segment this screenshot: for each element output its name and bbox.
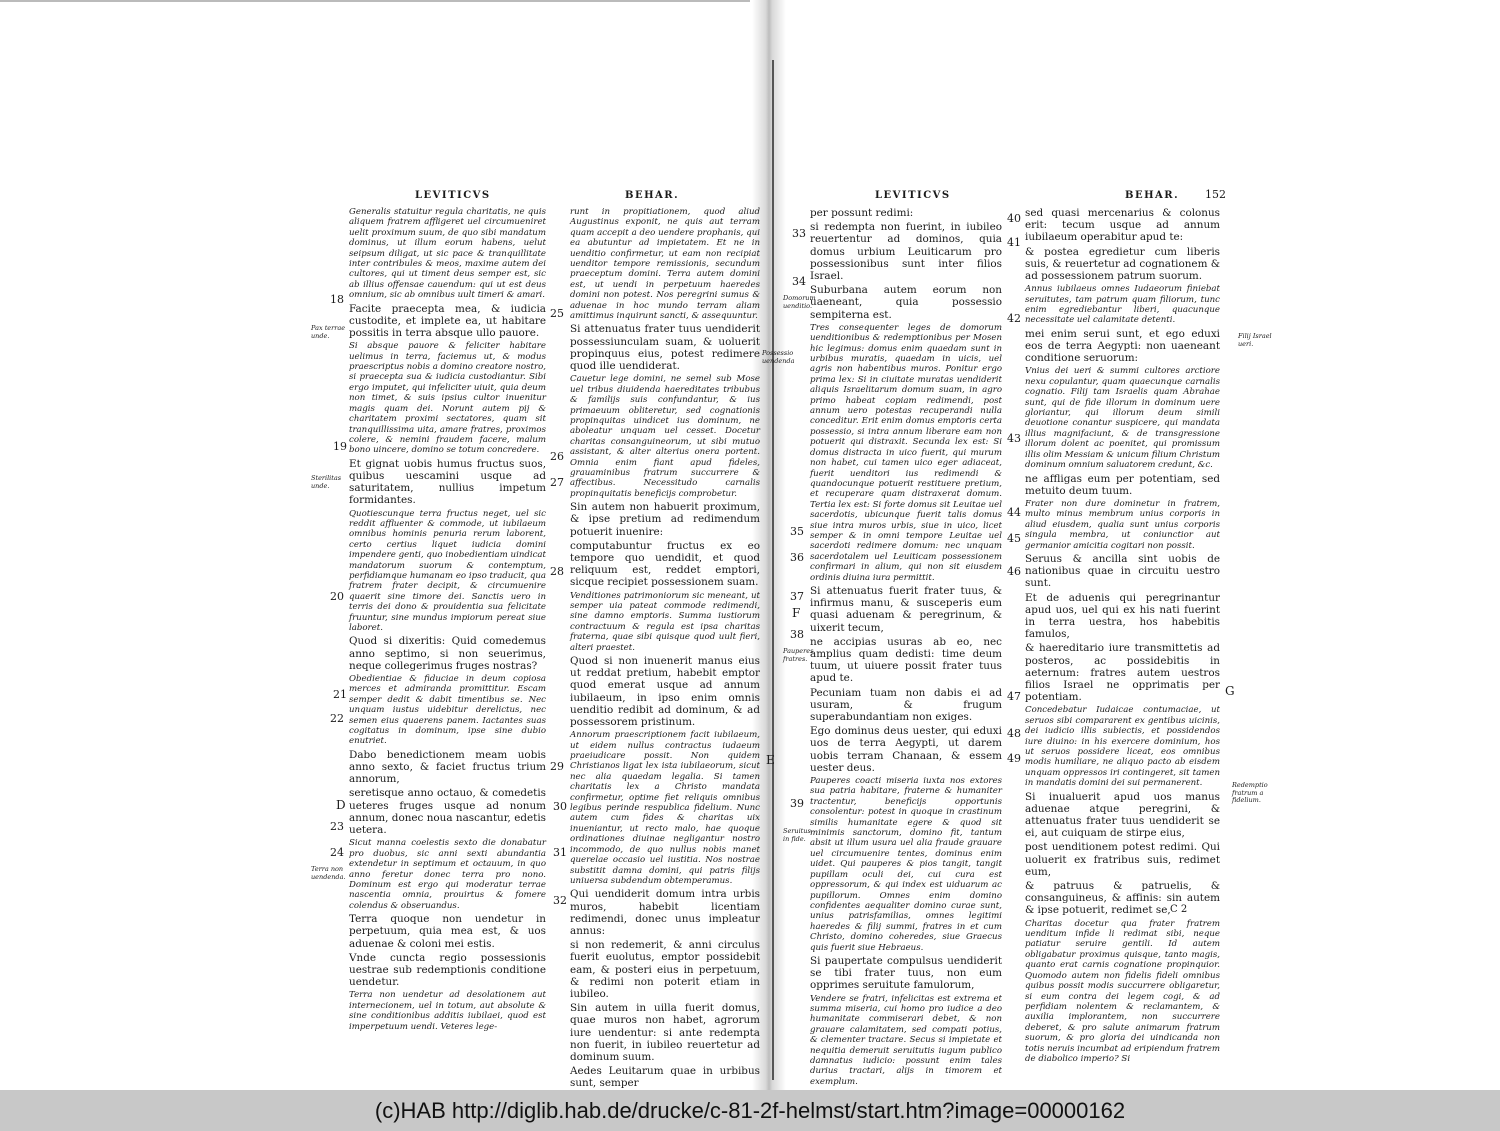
verse-text: & patruus & patruelis, & consanguineus, & affinis: sin autem & ipse potuerit, redimet se,: [1025, 880, 1220, 917]
margin-note: Pax terrae unde.: [311, 324, 346, 340]
verse-number: 26: [550, 450, 564, 463]
verse-text: Sin autem in uilla fuerit domus, quae muros non habet, agrorum iure uendentur: si ante redempta non fuerit, in iubileo reuertetur ad dominum suum.: [570, 1002, 760, 1063]
verse-number: 22: [330, 712, 344, 725]
verse-number: 42: [1007, 312, 1021, 325]
verse-number: 21: [333, 688, 347, 701]
verse-number: 25: [550, 307, 564, 320]
margin-note: Filij Israel ueri.: [1238, 332, 1272, 348]
verse-number: 28: [550, 565, 564, 578]
commentary-gloss: Pauperes coacti miseria iuxta nos extores sua patria habitare, fraterne & humaniter tractentur, beneficijs opportunis consolentur: potest in quoque in crastinum similis humanitate egere & quod sit minimis sanctorum, domino fit, tantum absit ut illum usura uel alia fraude grauare uel circumuenire tentes, dominus enim uidet. Qui pauperes & pios tangit, tangit pupillam oculi dei, cui cura est oppressorum, & qui index est uiduarum ac pupillorum. Omnes enim domino confidentes aequaliter domino curae sunt, unius patrisfamilias, omnes legitimi haeredes & filij summi, fratres in et cum Christo, domino coheredes, siue Graecus quis fuerit siue Hebraeus.: [810, 776, 1002, 953]
commentary-gloss: Quotiescunque terra fructus neget, uel sic reddit affluenter & commode, ut iubilaeum omnibus hominis penuria rerum laborent, certo certius liquet iudicia domini impendere genti, quo inobedientiam uindicat mandatorum suorum & contemptum, perfidiamque humanam eo ipso traducit, qua fratrem frater decipit, & circumuenire quaerit sine timore dei. Sanctis uero in terris dei dono & prouidentia sua felicitate fruuntur, sine mundus impiorum pereat siue laboret.: [349, 508, 546, 634]
commentary-gloss: Charitas docetur qua frater fratrem uenditum infide li redimat sibi, neque patiatur seruire gentili. Id autem obligabatur proximus quisque, tanto magis, quanto erat carnis cognatione propinquior. Quomodo autem non fidelis fideli omnibus quibus possit modis succurrere obligaretur, si eum contra dei legem cogi, & ad perfidiam nolentem & reclamantem, & auxilia implorantem, non succurrere deberet, & pro salute animarum fratrum suorum, & pro gloria dei uindicanda non totis neruis incumbat ad eripiendum fratrem de diabolico imperio? Si: [1025, 918, 1221, 1064]
margin-note: D: [336, 798, 346, 812]
footer-url-text: (c)HAB http://diglib.hab.de/drucke/c-81-2f-helmst/start.htm?image=00000162: [374, 1097, 1126, 1123]
footer-copyright-bar: [0, 1090, 1500, 1131]
verse-number: 29: [550, 760, 564, 773]
commentary-gloss: Generalis statuitur regula charitatis, ne quis aliquem fratrem affligeret uel circumueniret uelit proximum suum, de quo sibi mandatum dominus, ut illum eorum habens, uelut seipsum diligat, ut sic pace & tranquillitate inter contribules & meos, maxime autem dei cultores, qui ut timent deus semper est, sic ab illius offensae cauendum: qui ut est deus omnium, sic ab omnibus uult timeri & amari.: [349, 207, 546, 301]
left-page-section-head: BEHAR.: [625, 190, 680, 201]
verse-text: & haereditario iure transmittetis ad posteros, ac possidebitis in aeternum: fratres autem uestros filios Israel ne opprimatis per potentiam.: [1025, 642, 1220, 704]
verse-text: Si paupertate compulsus uendiderit se tibi frater tuus, non eum opprimes seruitute famulorum,: [810, 954, 1002, 992]
commentary-gloss: Si absque pauore & feliciter habitare uelimus in terra, faciemus ut, & modus praescriptus nobis a domino creatore nostro, si praecepta sua & iudicia custodiantur. Sibi ergo imputet, qui infeliciter uiuit, quia deum non timet, & suis ipsius cultor inuenitur magis quam dei. Norunt autem pij & charitatem proximi sectatores, quam sit tranquillissima uita, amare fratres, proximos colere, & nemini fraudem facere, malum bono uincere, domino se totum concredere.: [349, 341, 546, 456]
verse-number: 47: [1007, 690, 1021, 703]
margin-note: Redemptio fratrum a fidelium.: [1232, 781, 1268, 804]
verse-text: Suburbana autem eorum non uaeneant, quia possessio sempiterna est.: [810, 284, 1002, 321]
verse-number: 18: [330, 293, 344, 306]
verse-text: Et de aduenis qui peregrinantur apud uos, uel qui ex his nati fuerint in terra uestra, hos habebitis famulos,: [1025, 591, 1220, 641]
folio-number: 152: [1205, 188, 1226, 201]
verse-text: Seruus & ancilla sint uobis de nationibus quae in circuitu uestro sunt.: [1025, 552, 1220, 590]
left-page-column-2: [570, 205, 760, 1090]
verse-text: per possunt redimi:: [810, 207, 914, 219]
verse-text: Et gignat uobis humus fructus suos, quibus uescamini usque ad saturitatem, nullius impetum formidantes.: [349, 457, 546, 507]
verse-text: Si attenuatus frater tuus uendiderit possessiunculam suam, & uoluerit propinquus eius, potest redimere quod ille uendiderat.: [570, 323, 760, 373]
verse-text: Aedes Leuitarum quae in urbibus sunt, semper: [570, 1065, 760, 1090]
margin-note: Seruitus in fide.: [783, 827, 811, 843]
signature-mark: C 2: [1170, 904, 1188, 915]
verse-number: 33: [792, 227, 806, 240]
verse-text: Pecuniam tuam non dabis ei ad usuram, & frugum superabundantiam non exiges.: [810, 686, 1002, 724]
verse-text: Si attenuatus fuerit frater tuus, & infirmus manu, & susceperis eum quasi aduenam & peregrinum, & uixerit tecum,: [810, 584, 1002, 634]
verse-text: si non redemerit, & anni circulus fuerit euolutus, emptor possidebit eam, & posteri eius in perpetuum, & redimi non poterit etiam in iubileo.: [570, 939, 760, 1000]
verse-text: sed quasi mercenarius & colonus erit: tecum usque ad annum iubilaeum operabitur apud te:: [1025, 207, 1220, 244]
commentary-gloss: Tres consequenter leges de domorum uenditionibus & redemptionibus per Mosen hic legimus: domus enim quaedam sunt in urbibus muratis, quaedam in uicis, uel agris non habentibus muros. Ponitur ergo prima lex: Si in ciuitate muratas uendiderit aliquis Israelitarum domum suam, in agro primo habeat copiam redimendi, post annum uero potestas recuperandi nulla conceditur. Erit enim domus emptoris certa possessio, si intra annum liberare eam non potuerit qui distraxit. Secunda lex est: Si domus distracta in uico fuerit, qui murum non habet, cui tamen uico eger adiaceat, fuerit uenditori ius redimendi & quandocunque potuerit restituere pretium, et recuperare quam distraxerat domum. Tertia lex est: Si forte domus sit Leuitae uel sacerdotis, ubicunque fuerit talis domus siue intra muros urbis, siue in uico, licet semper & in omni tempore Leuitae uel sacerdoti redimere domum: nec unquam sacerdotalem uel Leuiticam possessionem confirmari in alium, qui non sit eiusdem ordinis diuina iura permittit.: [810, 322, 1002, 583]
verse-text: Vnde cuncta regio possessionis uestrae sub redemptionis conditione uendetur.: [349, 951, 546, 989]
verse-text: Facite praecepta mea, & iudicia custodite, et implete ea, ut habitare possitis in terra absque ullo pauore.: [349, 302, 546, 340]
verse-text: Quod si non inuenerit manus eius ut reddat pretium, habebit emptor quod emerat usque ad annum iubilaeum, in ipso enim omnis uenditio redibit ad dominum, & ad possessorem pristinum.: [570, 655, 760, 729]
commentary-gloss: Annorum praescriptionem facit iubilaeum, ut eidem nullus contractus iudaeum praeiudicare possit. Non quidem Christianos ligat lex ista iubilaeorum, sicut nec alia quaedam legalia. Si tamen charitatis lex a Christo mandata confirmetur, optime fiet reliquis omnibus legibus perinde respublica fidelium. Nunc autem cum fides & charitas uix inueniantur, ut recto malo, hae quoque ordinationes diuinae negligantur nostro incommodo, de quo nullus nobis manet querelae occasio uel iustitia. Nos nostrae substitit damna domini, qui patris filijs uniuersa subdendum obtemperamus.: [570, 730, 760, 886]
verse-number: 31: [553, 846, 567, 859]
commentary-gloss: Annus iubilaeus omnes Iudaeorum finiebat seruitutes, tam patrum quam filiorum, tunc enim egrediebantur liberi, quacunque necessitate uel calamitate detenti.: [1025, 284, 1220, 326]
commentary-gloss: Vendere se fratri, infelicitas est extrema et summa miseria, cui homo pro iudice a deo humanitate commiserari debet, & non grauare calamitatem, sed compati potius, & clementer tractare. Secus si impietate et nequitia demeruit seruitutis iugum publico damnatus iudicio: possunt enim tales durius tractari, alijs in timorem et exemplum.: [810, 993, 1002, 1087]
left-page-running-head: LEVITICVS: [415, 190, 491, 201]
right-page-section-head: BEHAR.: [1125, 190, 1180, 201]
margin-note: Domorum uenditio.: [783, 294, 816, 310]
verse-text: mei enim serui sunt, et ego eduxi eos de terra Aegypti: non uaeneant conditione seruorum:: [1025, 327, 1220, 365]
verse-text: Sin autem non habuerit proximum, & ipse pretium ad redimendum potuerit inuenire:: [570, 501, 760, 538]
verse-number: 43: [1007, 432, 1021, 445]
verse-text: seretisque anno octauo, & comedetis ueteres fruges usque ad nonum annum, donec noua nascantur, edetis uetera.: [349, 787, 546, 837]
verse-number: 36: [790, 551, 804, 564]
commentary-gloss: Sicut manna coelestis sexto die donabatur pro duobus, sic anni sexti abundantia extendetur in septimum et octauum, in quo anno feretur donec terra pro nono. Dominum est ergo qui moderatur terrae nascentia omnia, prouirtus & fomere colendus & obseruandus.: [349, 838, 546, 911]
right-page-running-head: LEVITICVS: [875, 190, 951, 201]
margin-note: E: [766, 753, 775, 767]
commentary-gloss: Venditiones patrimoniorum sic meneant, ut semper uia pateat commode redimendi, sine damno emptoris. Summa iustiorum contractuum & regula est ipsa charitas fraterna, quae sibi quisque quod uult fieri, alteri praestet.: [570, 590, 760, 653]
verse-number: 41: [1007, 236, 1021, 249]
margin-note: Pauperes fratres.: [783, 647, 814, 663]
verse-number: 20: [330, 590, 344, 603]
verse-number: 40: [1007, 212, 1021, 225]
verse-text: Si inualuerit apud uos manus aduenae atque peregrini, & attenuatus frater tuus uendiderit se ei, aut cuiquam de stirpe eius,: [1025, 790, 1220, 840]
margin-note: Sterilitas unde.: [311, 474, 342, 490]
commentary-gloss: Obedientiae & fiduciae in deum copiosa merces et admiranda promittitur. Escam semper dedit & dabit timentibus se. Nec unquam iustus uidebitur derelictus, nec semen eius quaerens panem. Iactantes suas cogitatus in dominum, ipse sine dubio enutriet.: [349, 674, 546, 747]
verse-number: 24: [330, 846, 344, 859]
commentary-gloss: runt in propitiationem, quod aliud Augustinus exponit, ne quis aut terram quam accepit a deo uendere prophanis, qui ea abutuntur ad impietatem. Et ne in uenditio confirmetur, ut eam non recipiat uenditor tempore remissionis, secundum praeceptum domini. Terra autem domini est, ut uendi in perpetuum haeredes domini non potest. Nos peregrini sumus & aduenae in hoc mundo terram aliam amittimus inquirunt sancti, & assequuntur.: [570, 207, 760, 322]
scan-edge: [0, 0, 750, 2]
verse-number: 23: [330, 820, 344, 833]
verse-number: 48: [1007, 727, 1021, 740]
gutter-crease: [772, 60, 774, 1080]
verse-text: Terra quoque non uendetur in perpetuum, quia mea est, & uos aduenae & coloni mei estis.: [349, 913, 546, 950]
margin-note: G: [1225, 684, 1235, 698]
verse-text: Ego dominus deus uester, qui eduxi uos de terra Aegypti, ut darem uobis terram Chanaan, & essem uester deus.: [810, 725, 1002, 774]
verse-text: & postea egredietur cum liberis suis, & reuertetur ad cognationem & ad possessionem patrum suorum.: [1025, 245, 1220, 283]
verse-number: 35: [790, 525, 804, 538]
verse-number: 39: [790, 797, 804, 810]
verse-number: 32: [553, 894, 567, 907]
verse-text: computabuntur fructus ex eo tempore quo uendidit, et quod reliquum est, reddet emptori, sicque recipiet possessionem suam.: [570, 539, 760, 589]
verse-text: si redempta non fuerint, in iubileo reuertentur ad dominos, quia domus urbium Leuiticarum pro possessionibus sunt inter filios Israel.: [810, 221, 1002, 283]
verse-number: 49: [1007, 752, 1021, 765]
verse-number: 38: [790, 628, 804, 641]
commentary-gloss: Cauetur lege domini, ne semel sub Mose uel tribus diuidenda haereditates tribubus & familijs suis confundantur, & ius primaeuum obliteretur, sed cognationis propinquitas uindicet ius dominum, ne aboleatur unquam uel cesset. Docetur charitas consanguineorum, ut sibi mutuo assistant, & alter alterius onera portent. Omnia enim fiant apud fideles, grauaminibus fratrum succurrere & affectibus. Necessitudo carnalis propinquitatis beneficijs comprobetur.: [570, 374, 760, 499]
verse-number: 19: [333, 440, 347, 453]
left-page-column-1: [349, 205, 546, 1032]
commentary-gloss: Vnius dei ueri & summi cultores arctiore nexu copulantur, quam quaecunque carnalis cognatio. Filij tam Israelis quam Abrahae sunt, qui de fide illorum in dominum uere gloriantur, qui illorum deum simili deuotione conantur suspicere, qui mandata illius magnifaciunt, & de transgressione illorum dolent ac poenitet, qui promissum illis olim Messiam & unicum filium Christum dominum omnium saluatorem credunt, &c.: [1025, 366, 1220, 471]
verse-number: 37: [790, 590, 804, 603]
commentary-gloss: Concedebatur Iudaicae contumaciae, ut seruos sibi compararent ex gentibus uicinis, dei iudicio illis subiectis, et possidendos iure diuino: in his exercere dominium, hos ut seruos possidere liceat, eos omnibus modis humiliare, ne aliquo pacto ab eisdem unquam oppressos iri contingeret, sit tamen in mandatis domini dei sui permanerent.: [1025, 705, 1220, 789]
verse-text: ne affligas eum per potentiam, sed metuito deum tuum.: [1025, 472, 1220, 497]
margin-note: F: [792, 606, 801, 620]
verse-text: ne accipias usuras ab eo, nec amplius quam dedisti: time deum tuum, ut uiuere possit frater tuus apud te.: [810, 635, 1002, 685]
right-page-column-1: [810, 205, 1002, 1087]
verse-text: Qui uendiderit domum intra urbis muros, habebit licentiam redimendi, donec unus impleatur annus:: [570, 888, 760, 937]
margin-note: Terra non uendenda.: [311, 865, 346, 881]
verse-number: 46: [1007, 565, 1021, 578]
commentary-gloss: Frater non dure dominetur in fratrem, multo minus membrum unius corporis in aliud eiusdem, qualia sunt unius corporis singula membra, ut coniunctior aut germanior amicitia cogitari non possit.: [1025, 498, 1220, 551]
verse-number: 27: [550, 476, 564, 489]
verse-number: 34: [792, 275, 806, 288]
commentary-gloss: Terra non uendetur ad desolationem aut internecionem, uel in totum, aut absolute & sine conditionibus additis iubilaei, quod est imperpetuum uendi. Veteres lege-: [349, 990, 546, 1032]
verse-text: post uenditionem potest redimi. Qui uoluerit ex fratribus suis, redimet eum,: [1025, 841, 1220, 878]
verse-number: 44: [1007, 506, 1021, 519]
verse-number: 30: [553, 800, 567, 813]
verse-text: Dabo benedictionem meam uobis anno sexto, & faciet fructus trium annorum,: [349, 748, 546, 786]
verse-text: Quod si dixeritis: Quid comedemus anno septimo, si non seuerimus, neque collegerimus fruges nostras?: [349, 635, 546, 672]
margin-note: Possessio uendenda: [762, 349, 795, 365]
verse-number: 45: [1007, 532, 1021, 545]
